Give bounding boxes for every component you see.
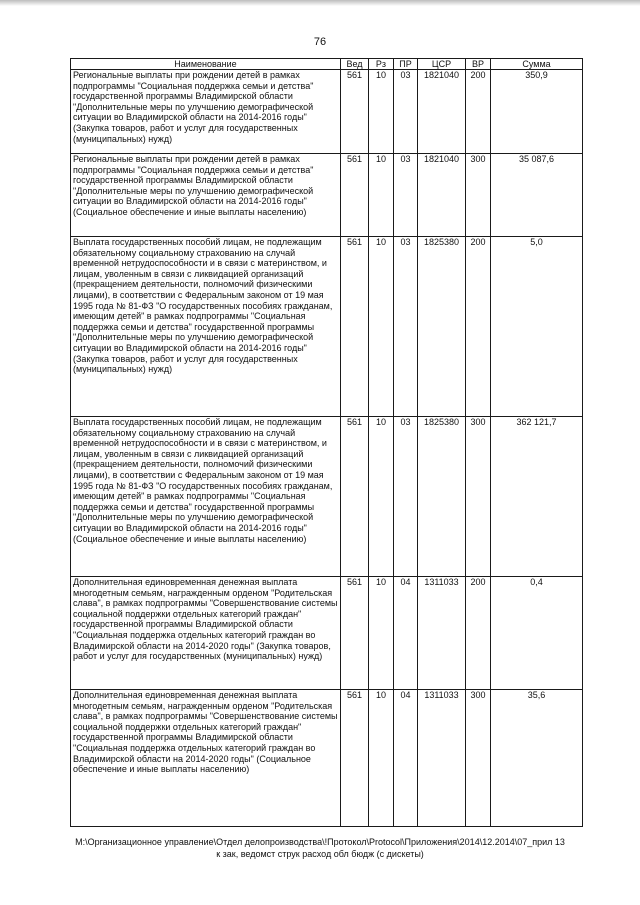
row-vr: 300	[466, 154, 491, 237]
row-name: Выплата государственных пособий лицам, не подлежащим обязательному социальному страхованию на случай временной нетрудоспособности и в связи с материнством, и лицам, уволенным в связи с ликвидацией организаций (прекращением деятельности, полномочий физическими лицами), в соответствии с Федеральным законом от 19 мая 1995 года № 81-ФЗ "О государственных пособиях гражданам, имеющим детей" в рамках подпрограммы "Социальная поддержка семьи и детства" государственной программы "Дополнительные меры по улучшению демографической ситуации во Владимирской области на 2014-2016 годы" (Закупка товаров, работ и услуг для государственных (муниципальных) нужд)	[71, 237, 341, 417]
file-path-footer	[40, 836, 600, 860]
row-rz: 10	[369, 154, 394, 237]
table-row	[71, 690, 583, 827]
row-sum: 35 087,6	[491, 154, 583, 237]
row-sum: 35,6	[491, 690, 583, 827]
row-name: Региональные выплаты при рождении детей в рамках подпрограммы "Социальная поддержка семьи и детства" государственной программы Владимирской области "Дополнительные меры по улучшению демографической ситуации во Владимирской области на 2014-2016 годы" (Закупка товаров, работ и услуг для государственных (муниципальных) нужд)	[71, 70, 341, 154]
header-rz: Рз	[369, 59, 394, 70]
row-pr: 04	[394, 577, 418, 690]
row-csr: 1825380	[418, 417, 466, 577]
table-row	[71, 154, 583, 237]
row-ved: 561	[341, 577, 369, 690]
header-row	[71, 59, 583, 70]
header-csr: ЦСР	[418, 59, 466, 70]
scan-edge	[0, 0, 640, 6]
header-sum: Сумма	[491, 59, 583, 70]
row-sum: 350,9	[491, 70, 583, 154]
page-number: 76	[313, 36, 327, 48]
table-row	[71, 70, 583, 154]
row-name: Региональные выплаты при рождении детей в рамках подпрограммы "Социальная поддержка семьи и детства" государственной программы Владимирской области "Дополнительные меры по улучшению демографической ситуации во Владимирской области на 2014-2016 годы" (Социальное обеспечение и иные выплаты населению)	[71, 154, 341, 237]
header-pr: ПР	[394, 59, 418, 70]
row-vr: 300	[466, 417, 491, 577]
table-row	[71, 577, 583, 690]
footer-path-line: M:\Организационное управление\Отдел делопроизводства\!Протокол\Protocol\Приложения\2014\12.2014\07_прил 13	[75, 837, 565, 847]
row-vr: 200	[466, 70, 491, 154]
row-ved: 561	[341, 690, 369, 827]
row-vr: 200	[466, 237, 491, 417]
table-row	[71, 237, 583, 417]
row-vr: 200	[466, 577, 491, 690]
row-csr: 1825380	[418, 237, 466, 417]
row-pr: 03	[394, 237, 418, 417]
row-ved: 561	[341, 417, 369, 577]
budget-table	[70, 58, 583, 827]
row-sum: 5,0	[491, 237, 583, 417]
row-rz: 10	[369, 417, 394, 577]
row-csr: 1311033	[418, 690, 466, 827]
row-rz: 10	[369, 237, 394, 417]
row-pr: 04	[394, 690, 418, 827]
row-csr: 1821040	[418, 154, 466, 237]
row-ved: 561	[341, 70, 369, 154]
row-pr: 03	[394, 417, 418, 577]
row-sum: 362 121,7	[491, 417, 583, 577]
row-rz: 10	[369, 577, 394, 690]
table-header	[71, 59, 583, 70]
row-ved: 561	[341, 154, 369, 237]
row-ved: 561	[341, 237, 369, 417]
row-name: Выплата государственных пособий лицам, не подлежащим обязательному социальному страхованию на случай временной нетрудоспособности и в связи с материнством, и лицам, уволенным в связи с ликвидацией организаций (прекращением деятельности, полномочий физическими лицами), в соответствии с Федеральным законом от 19 мая 1995 года № 81-ФЗ "О государственных пособиях гражданам, имеющим детей" в рамках подпрограммы "Социальная поддержка семьи и детства" государственной программы "Дополнительные меры по улучшению демографической ситуации во Владимирской области на 2014-2016 годы" (Социальное обеспечение и иные выплаты населению)	[71, 417, 341, 577]
row-vr: 300	[466, 690, 491, 827]
row-sum: 0,4	[491, 577, 583, 690]
header-ved: Вед	[341, 59, 369, 70]
header-vr: ВР	[466, 59, 491, 70]
header-name: Наименование	[71, 59, 341, 70]
row-rz: 10	[369, 70, 394, 154]
row-name: Дополнительная единовременная денежная выплата многодетным семьям, награжденным орденом "Родительская слава", в рамках подпрограммы "Совершенствование системы социальной поддержки отдельных категорий граждан" государственной программы Владимирской области "Социальная поддержка отдельных категорий граждан во Владимирской области на 2014-2020 годы" (Закупка товаров, работ и услуг для государственных (муниципальных) нужд)	[71, 577, 341, 690]
row-rz: 10	[369, 690, 394, 827]
row-csr: 1821040	[418, 70, 466, 154]
row-name: Дополнительная единовременная денежная выплата многодетным семьям, награжденным орденом "Родительская слава", в рамках подпрограммы "Совершенствование системы социальной поддержки отдельных категорий граждан" государственной программы Владимирской области "Социальная поддержка отдельных категорий граждан во Владимирской области на 2014-2020 годы" (Социальное обеспечение и иные выплаты населению)	[71, 690, 341, 827]
footer-description-line: к зак, ведомст струк расход обл бюдж (с дискеты)	[216, 849, 424, 859]
table-row	[71, 417, 583, 577]
table-body	[71, 70, 583, 827]
row-csr: 1311033	[418, 577, 466, 690]
row-pr: 03	[394, 70, 418, 154]
row-pr: 03	[394, 154, 418, 237]
